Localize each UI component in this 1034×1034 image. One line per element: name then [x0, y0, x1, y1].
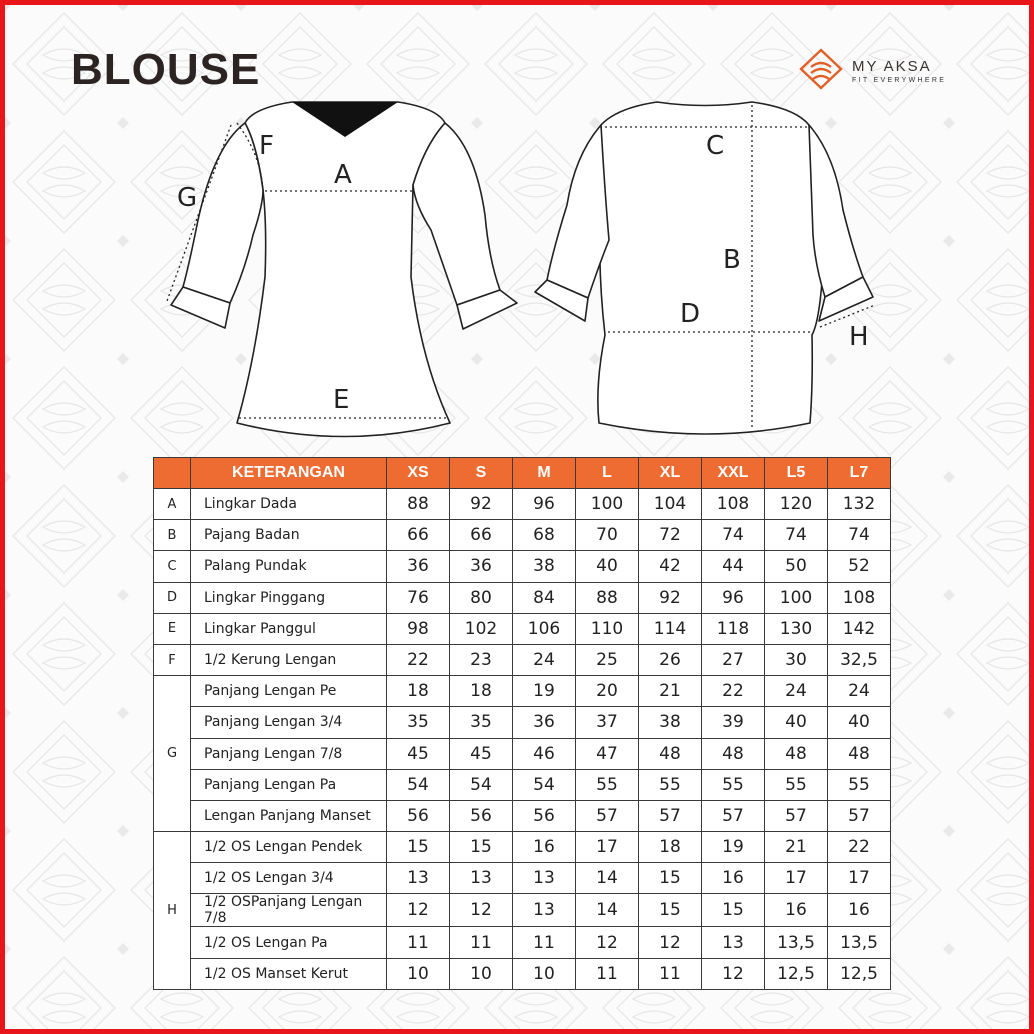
size-value-cell: 114 — [639, 613, 702, 644]
size-value-cell: 10 — [450, 958, 513, 989]
brand-tagline: FIT EVERYWHERE — [852, 77, 947, 84]
table-body — [154, 489, 891, 990]
row-description: 1/2 OS Manset Kerut — [191, 958, 387, 989]
size-value-cell: 30 — [765, 644, 828, 675]
row-code: G — [154, 676, 191, 832]
size-value-cell: 32,5 — [828, 644, 891, 675]
size-value-cell: 11 — [387, 927, 450, 958]
size-value-cell: 50 — [765, 551, 828, 582]
size-value-cell: 16 — [828, 894, 891, 927]
table-row — [154, 832, 891, 863]
size-value-cell: 10 — [513, 958, 576, 989]
size-value-cell: 13 — [513, 863, 576, 894]
size-value-cell: 14 — [576, 863, 639, 894]
table-row — [154, 644, 891, 675]
row-description: 1/2 OS Lengan Pendek — [191, 832, 387, 863]
size-value-cell: 108 — [828, 582, 891, 613]
size-value-cell: 106 — [513, 613, 576, 644]
size-value-cell: 22 — [828, 832, 891, 863]
label-g: G — [177, 183, 198, 213]
table-row — [154, 676, 891, 707]
table-row — [154, 769, 891, 800]
header-size: M — [513, 458, 576, 489]
size-value-cell: 42 — [639, 551, 702, 582]
size-value-cell: 12 — [387, 894, 450, 927]
size-value-cell: 13 — [387, 863, 450, 894]
size-value-cell: 17 — [828, 863, 891, 894]
table-row — [154, 958, 891, 989]
row-description: 1/2 OS Lengan Pa — [191, 927, 387, 958]
size-value-cell: 11 — [450, 927, 513, 958]
header-code-cell — [154, 458, 191, 489]
header-size: L7 — [828, 458, 891, 489]
size-value-cell: 12 — [576, 927, 639, 958]
row-description: Panjang Lengan Pe — [191, 676, 387, 707]
size-value-cell: 12 — [639, 927, 702, 958]
header-description: KETERANGAN — [191, 458, 387, 489]
label-b: B — [723, 245, 741, 275]
size-value-cell: 57 — [828, 800, 891, 831]
size-value-cell: 72 — [639, 520, 702, 551]
size-value-cell: 57 — [702, 800, 765, 831]
size-value-cell: 37 — [576, 707, 639, 738]
size-value-cell: 108 — [702, 489, 765, 520]
size-value-cell: 17 — [765, 863, 828, 894]
size-value-cell: 36 — [387, 551, 450, 582]
row-description: 1/2 Kerung Lengan — [191, 644, 387, 675]
size-value-cell: 16 — [702, 863, 765, 894]
blouse-back — [535, 102, 873, 434]
row-description: Lingkar Dada — [191, 489, 387, 520]
size-value-cell: 46 — [513, 738, 576, 769]
size-value-cell: 35 — [450, 707, 513, 738]
size-value-cell: 14 — [576, 894, 639, 927]
table-row — [154, 613, 891, 644]
size-value-cell: 11 — [513, 927, 576, 958]
label-e: E — [333, 385, 350, 415]
header-size: XL — [639, 458, 702, 489]
size-value-cell: 76 — [387, 582, 450, 613]
size-value-cell: 55 — [765, 769, 828, 800]
size-value-cell: 120 — [765, 489, 828, 520]
size-value-cell: 55 — [702, 769, 765, 800]
table-row — [154, 582, 891, 613]
size-value-cell: 48 — [765, 738, 828, 769]
size-value-cell: 56 — [387, 800, 450, 831]
size-value-cell: 66 — [387, 520, 450, 551]
header-size: XXL — [702, 458, 765, 489]
size-value-cell: 12 — [450, 894, 513, 927]
size-value-cell: 19 — [702, 832, 765, 863]
table-header-row — [154, 458, 891, 489]
size-value-cell: 48 — [639, 738, 702, 769]
size-value-cell: 104 — [639, 489, 702, 520]
row-description: Palang Pundak — [191, 551, 387, 582]
size-value-cell: 45 — [387, 738, 450, 769]
size-value-cell: 92 — [450, 489, 513, 520]
header-size: L — [576, 458, 639, 489]
size-value-cell: 36 — [513, 707, 576, 738]
row-description: Lingkar Pinggang — [191, 582, 387, 613]
table-row — [154, 551, 891, 582]
size-value-cell: 110 — [576, 613, 639, 644]
size-value-cell: 54 — [450, 769, 513, 800]
size-value-cell: 96 — [702, 582, 765, 613]
row-description: Lingkar Panggul — [191, 613, 387, 644]
size-value-cell: 22 — [702, 676, 765, 707]
table-row — [154, 863, 891, 894]
size-value-cell: 98 — [387, 613, 450, 644]
label-d: D — [680, 299, 701, 329]
size-value-cell: 26 — [639, 644, 702, 675]
size-value-cell: 100 — [765, 582, 828, 613]
row-description: Pajang Badan — [191, 520, 387, 551]
row-description: 1/2 OSPanjang Lengan 7/8 — [191, 894, 387, 927]
size-value-cell: 74 — [828, 520, 891, 551]
size-value-cell: 23 — [450, 644, 513, 675]
table-row — [154, 927, 891, 958]
size-value-cell: 80 — [450, 582, 513, 613]
size-value-cell: 40 — [765, 707, 828, 738]
size-value-cell: 55 — [576, 769, 639, 800]
size-value-cell: 15 — [387, 832, 450, 863]
size-value-cell: 36 — [450, 551, 513, 582]
size-value-cell: 74 — [702, 520, 765, 551]
table-row — [154, 489, 891, 520]
size-value-cell: 24 — [513, 644, 576, 675]
size-value-cell: 12,5 — [765, 958, 828, 989]
size-value-cell: 54 — [387, 769, 450, 800]
row-code: C — [154, 551, 191, 582]
size-value-cell: 18 — [450, 676, 513, 707]
label-c: C — [706, 131, 725, 161]
size-value-cell: 18 — [639, 832, 702, 863]
size-value-cell: 24 — [765, 676, 828, 707]
size-value-cell: 27 — [702, 644, 765, 675]
size-value-cell: 44 — [702, 551, 765, 582]
size-value-cell: 38 — [513, 551, 576, 582]
size-value-cell: 70 — [576, 520, 639, 551]
size-value-cell: 55 — [639, 769, 702, 800]
table-row — [154, 520, 891, 551]
size-value-cell: 15 — [639, 894, 702, 927]
size-value-cell: 96 — [513, 489, 576, 520]
size-value-cell: 17 — [576, 832, 639, 863]
size-value-cell: 57 — [576, 800, 639, 831]
size-value-cell: 84 — [513, 582, 576, 613]
table-row — [154, 894, 891, 927]
size-value-cell: 52 — [828, 551, 891, 582]
size-value-cell: 48 — [828, 738, 891, 769]
size-value-cell: 13 — [450, 863, 513, 894]
blouse-diagram — [5, 5, 1034, 455]
size-value-cell: 92 — [639, 582, 702, 613]
size-value-cell: 15 — [450, 832, 513, 863]
size-value-cell: 24 — [828, 676, 891, 707]
page-title: BLOUSE — [71, 45, 261, 94]
size-value-cell: 38 — [639, 707, 702, 738]
size-value-cell: 13,5 — [828, 927, 891, 958]
header-size: XS — [387, 458, 450, 489]
size-value-cell: 21 — [765, 832, 828, 863]
label-h: H — [849, 322, 869, 352]
size-value-cell: 118 — [702, 613, 765, 644]
size-value-cell: 22 — [387, 644, 450, 675]
size-value-cell: 13 — [702, 927, 765, 958]
size-value-cell: 142 — [828, 613, 891, 644]
size-value-cell: 35 — [387, 707, 450, 738]
row-description: Panjang Lengan Pa — [191, 769, 387, 800]
brand-name: MY AKSA — [852, 58, 932, 75]
size-value-cell: 10 — [387, 958, 450, 989]
size-value-cell: 18 — [387, 676, 450, 707]
size-value-cell: 13,5 — [765, 927, 828, 958]
size-value-cell: 48 — [702, 738, 765, 769]
size-value-cell: 132 — [828, 489, 891, 520]
label-a: A — [334, 160, 352, 190]
size-value-cell: 40 — [828, 707, 891, 738]
row-description: 1/2 OS Lengan 3/4 — [191, 863, 387, 894]
row-description: Panjang Lengan 3/4 — [191, 707, 387, 738]
size-chart-table — [153, 457, 891, 990]
size-value-cell: 66 — [450, 520, 513, 551]
row-code: E — [154, 613, 191, 644]
size-value-cell: 100 — [576, 489, 639, 520]
size-value-cell: 54 — [513, 769, 576, 800]
size-value-cell: 55 — [828, 769, 891, 800]
size-value-cell: 16 — [765, 894, 828, 927]
label-f: F — [259, 131, 274, 161]
size-value-cell: 20 — [576, 676, 639, 707]
size-value-cell: 68 — [513, 520, 576, 551]
size-value-cell: 21 — [639, 676, 702, 707]
header-size: L5 — [765, 458, 828, 489]
size-value-cell: 15 — [639, 863, 702, 894]
header-size: S — [450, 458, 513, 489]
size-value-cell: 11 — [576, 958, 639, 989]
size-value-cell: 56 — [513, 800, 576, 831]
size-value-cell: 15 — [702, 894, 765, 927]
row-code: H — [154, 832, 191, 990]
row-code: A — [154, 489, 191, 520]
table-row — [154, 738, 891, 769]
table-row — [154, 800, 891, 831]
row-code: D — [154, 582, 191, 613]
size-value-cell: 56 — [450, 800, 513, 831]
size-value-cell: 25 — [576, 644, 639, 675]
row-description: Lengan Panjang Manset — [191, 800, 387, 831]
row-code: B — [154, 520, 191, 551]
row-description: Panjang Lengan 7/8 — [191, 738, 387, 769]
size-value-cell: 102 — [450, 613, 513, 644]
size-value-cell: 19 — [513, 676, 576, 707]
size-value-cell: 13 — [513, 894, 576, 927]
table-row — [154, 707, 891, 738]
size-value-cell: 12 — [702, 958, 765, 989]
size-value-cell: 57 — [765, 800, 828, 831]
size-value-cell: 45 — [450, 738, 513, 769]
size-value-cell: 57 — [639, 800, 702, 831]
size-value-cell: 40 — [576, 551, 639, 582]
size-value-cell: 39 — [702, 707, 765, 738]
size-value-cell: 88 — [576, 582, 639, 613]
size-value-cell: 130 — [765, 613, 828, 644]
size-value-cell: 88 — [387, 489, 450, 520]
size-value-cell: 74 — [765, 520, 828, 551]
row-code: F — [154, 644, 191, 675]
size-value-cell: 47 — [576, 738, 639, 769]
size-value-cell: 11 — [639, 958, 702, 989]
size-value-cell: 16 — [513, 832, 576, 863]
size-value-cell: 12,5 — [828, 958, 891, 989]
